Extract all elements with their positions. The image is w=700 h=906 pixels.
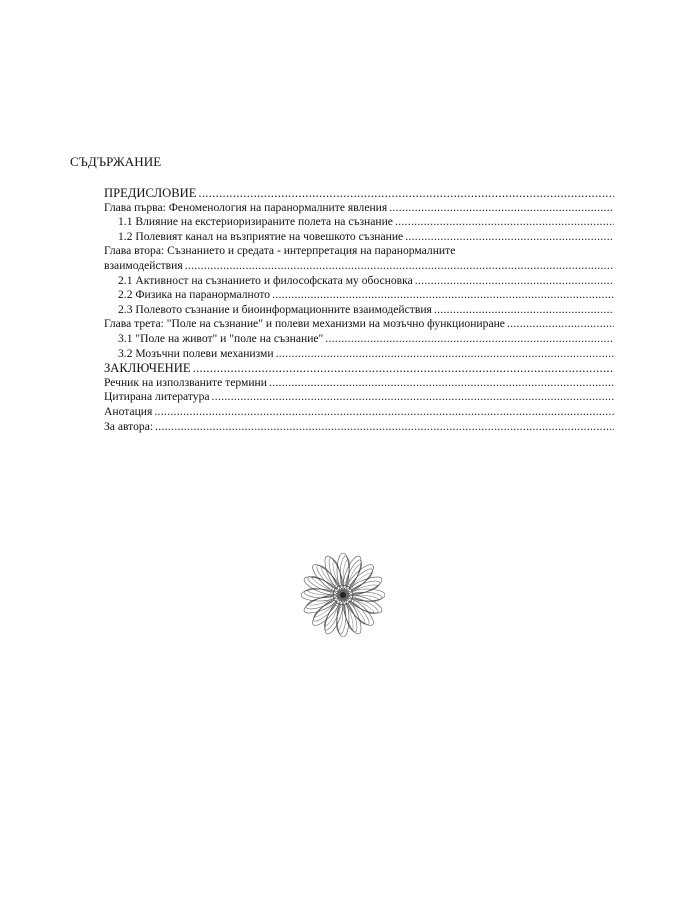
toc-leader-dots	[193, 361, 614, 376]
toc-leader-dots	[415, 274, 614, 289]
toc-entry-2-2[interactable]	[104, 288, 614, 303]
toc-entry-conclusion[interactable]	[104, 361, 614, 376]
toc-leader-dots	[155, 420, 614, 435]
toc-entry-2-1[interactable]	[104, 274, 614, 289]
toc-entry-2-3[interactable]	[104, 303, 614, 318]
toc-entry-1-1[interactable]	[104, 215, 614, 230]
toc-leader-dots	[269, 376, 614, 391]
toc-entry-references[interactable]	[104, 390, 614, 405]
toc-leader-dots	[434, 303, 614, 318]
toc-entry-abstract[interactable]	[104, 405, 614, 420]
toc-entry-label: 2.2 Физика на паранормалното	[118, 288, 271, 302]
toc-leader-dots	[405, 230, 614, 245]
toc-entry-label-line2: взаимодействия	[104, 258, 183, 272]
toc-entry-preface[interactable]	[104, 186, 614, 201]
toc-entry-1-2[interactable]	[104, 230, 614, 245]
toc-leader-dots	[276, 347, 614, 362]
toc-entry-3-2[interactable]	[104, 347, 614, 362]
table-of-contents	[104, 186, 614, 434]
toc-leader-dots	[507, 317, 614, 332]
toc-entry-chapter-1[interactable]	[104, 201, 614, 216]
toc-entry-label: ЗАКЛЮЧЕНИЕ	[104, 361, 191, 376]
toc-entry-label: 2.3 Полевото съзнание и биоинформационните взаимодействия	[118, 302, 432, 316]
toc-entry-label: Глава първа: Феноменология на паранормалните явления	[104, 200, 388, 214]
toc-entry-chapter-3[interactable]	[104, 317, 614, 332]
toc-entry-glossary[interactable]	[104, 376, 614, 391]
toc-entry-label: ПРЕДИСЛОВИЕ	[104, 186, 197, 200]
toc-leader-dots	[389, 201, 614, 216]
toc-entry-author[interactable]	[104, 420, 614, 435]
toc-entry-3-1[interactable]	[104, 332, 614, 347]
toc-leader-dots	[185, 259, 614, 274]
toc-leader-dots	[325, 332, 614, 347]
toc-entry-label: Речник на използваните термини	[104, 375, 267, 389]
toc-entry-label: 2.1 Активност на съзнанието и философската му обосновка	[118, 273, 413, 287]
page-title: СЪДЪРЖАНИЕ	[70, 154, 162, 169]
toc-entry-label-line1: Глава втора: Съзнанието и средата - интерпретация на паранормалните	[104, 244, 456, 258]
toc-entry-label: Глава трета: "Поле на съзнание" и полеви механизми на мозъчно функциониране	[104, 317, 505, 331]
toc-entry-label: 1.2 Полевият канал на възприятие на човешкото съзнание	[118, 229, 404, 243]
toc-entry-label: Анотация	[104, 404, 153, 418]
toc-leader-dots	[212, 390, 614, 405]
toc-leader-dots	[154, 405, 614, 420]
toc-leader-dots	[198, 186, 614, 201]
toc-entry-label: 3.2 Мозъчни полеви механизми	[118, 346, 274, 360]
toc-entry-label: Цитирана литература	[104, 390, 210, 404]
toc-entry-label: 3.1 "Поле на живот" и "поле на съзнание"	[118, 331, 324, 345]
toc-leader-dots	[395, 215, 614, 230]
toc-entry-label: 1.1 Влияние на екстериоризираните полета на съзнание	[118, 215, 393, 229]
toc-entry-label: За автора:	[104, 419, 154, 433]
toc-entry-chapter-2[interactable]	[104, 244, 614, 273]
toc-leader-dots	[272, 288, 614, 303]
mandala-ornament-icon	[301, 553, 385, 637]
